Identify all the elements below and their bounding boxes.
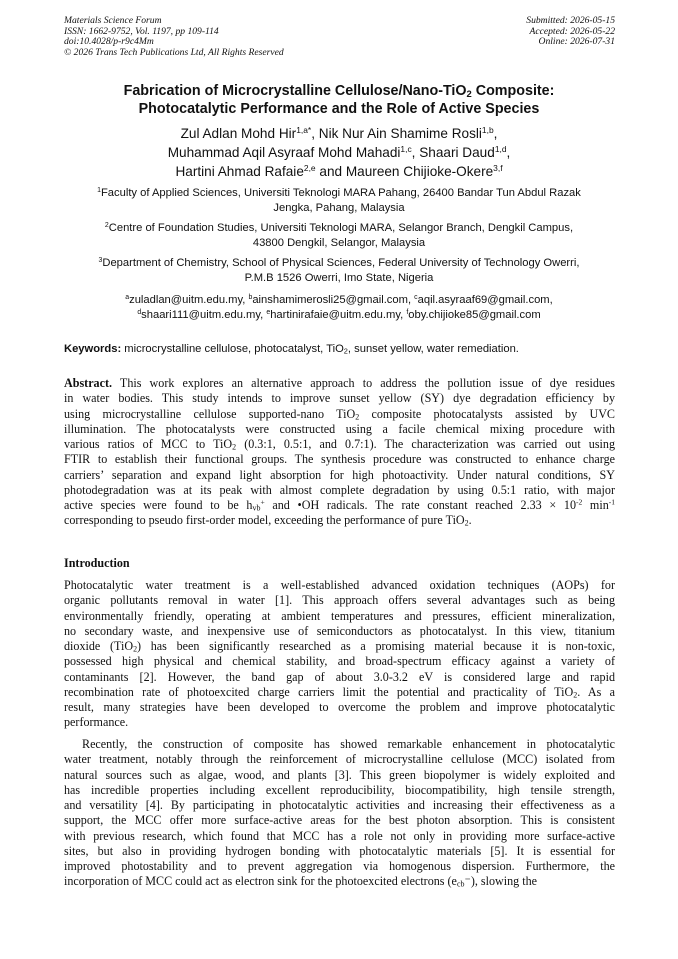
affiliation-3: $^3$Department of Chemistry, School of Physical Sciences, Federal University of Technology Owerri, P.M.B 1526 Owerri, Imo State, Nigeria — [98, 256, 580, 284]
paragraph-line: recombination rate of photoexcited charge carriers limit the potential and practicality of TiO$_2$. As a — [64, 684, 615, 700]
author-list — [40, 124, 638, 181]
paragraph-line: Recently, the construction of composite has showed remarkable enhancement in photocatalytic — [82, 737, 615, 751]
paragraph-line: possessed high physical and chemical stability, and broad-spectrum efficacy against a variety of — [64, 654, 615, 669]
introduction-paragraph-1 — [64, 578, 615, 731]
abstract-line: illumination. The photocatalysts were constructed using a facile chemical mixing procedure with — [64, 421, 615, 436]
online-date: Online: 2026-07-31 — [538, 36, 615, 48]
abstract-line: in water bodies. This study intends to improve sunset yellow (SY) dye degradation efficiency by — [64, 391, 615, 406]
email-link[interactable]: hartinirafaie@uitm.edu.my — [270, 309, 401, 321]
journal-header — [64, 16, 284, 58]
paragraph-line: water treatment, notably through the reinforcement of microcrystalline cellulose (MCC) isolated from — [64, 752, 615, 767]
accepted-date: Accepted: 2026-05-22 — [529, 25, 615, 37]
introduction-heading: Introduction — [64, 556, 130, 570]
paragraph-line: natural sources such as algae, wood, and plants [3]. This green biopolymer is widely exploited and — [64, 767, 615, 782]
abstract-line: carriers’ separation and expand light absorption for high photoactivity. Under natural conditions, SY — [64, 467, 615, 482]
author-line-2: Muhammad Aqil Asyraaf Mohd Mahadi$^{1,c}$, Shaari Daud$^{1,d}$, — [167, 144, 511, 160]
journal-name: Materials Science Forum — [64, 15, 162, 26]
paragraph-line: with previous research, which found that MCC has a role not only in providing more surface-active — [64, 828, 615, 843]
doi-line: doi:10.4028/p-r9c4Mm — [64, 36, 154, 48]
paragraph-line: support, the MCC offer more surface-active areas for the best photon absorption. This is consistent — [64, 813, 615, 828]
paragraph-line: performance. — [64, 715, 129, 730]
email-list: $^a$zuladlan@uitm.edu.my, $^b$ainshamimerosli25@gmail.com, $^c$aqil.asyraaf69@gmail.com, $^d$shaari111@uitm.edu.my, $^e$hartinirafaie@uitm.edu.my, $^f$oby.chijioke85@gmail.com — [125, 293, 553, 321]
abstract-line: FTIR to establish their functional groups. The synthesis procedure was constructed to enhance charge — [64, 452, 615, 467]
paragraph-line: no secondary waste, and inexpensive use of semiconductors as photocatalyst. In this view, titanium — [64, 623, 615, 638]
abstract — [64, 376, 615, 529]
abstract-line: using microcrystalline cellulose supported-nano TiO$_2$ composite photocatalysts assisted by UVC — [64, 406, 615, 422]
dates-header — [526, 16, 615, 48]
email-link[interactable]: aqil.asyraaf69@gmail.com — [417, 294, 550, 306]
submitted-date: Submitted: 2026-05-15 — [526, 15, 615, 26]
paragraph-line: incorporation of MCC could act as electron sink for the photoexcited electrons $(e_{cb}^-)$, slowing the — [64, 874, 538, 889]
abstract-line: Abstract. This work explores an alternative approach to address the pollution issue of dye residues — [64, 376, 615, 390]
author-name: Hartini Ahmad Rafaie — [175, 164, 304, 179]
paragraph-line: organic pollutants removal in water [1]. This approach offers several advantages such as being — [64, 593, 615, 608]
keywords-label: Keywords: — [64, 343, 122, 355]
paragraph-line: has incredible properties including excellent reproducibility, biocompatibility, high tensile strength, — [64, 782, 615, 797]
paragraph-line: dioxide (TiO$_2$) has been significantly researched as a promising material because it is non-toxic, — [64, 639, 615, 654]
title-line-2: Photocatalytic Performance and the Role of Active Species — [138, 101, 540, 117]
paragraph-line: improved photostability and to prevent aggregation via homogenous dispersion. Furthermore, the — [64, 859, 615, 873]
email-link[interactable]: oby.chijioke85@gmail.com — [408, 309, 541, 321]
copyright-line: © 2026 Trans Tech Publications Ltd, All Rights Reserved — [64, 46, 284, 58]
abstract-line: corresponding to pseudo first-order model, exceeding the performance of pure TiO$_2$. — [64, 513, 472, 528]
author-name: Maureen Chijioke-Okere — [345, 164, 494, 179]
affiliation-1: $^1$Faculty of Applied Sciences, Universiti Teknologi MARA Pahang, 26400 Bandar Tun Abdul Razak Jengka, Pahang, Malaysia — [97, 186, 581, 214]
abstract-line: various ratios of MCC to TiO$_2$ (0.3:1, 0.5:1, and 0.7:1). The characterization was carried out using — [64, 437, 615, 452]
paragraph-line: sites, but also in providing hydrogen bonding with photocatalytic materials [5]. It is essential for — [64, 843, 615, 858]
author-name: Zul Adlan Mohd Hir — [180, 126, 297, 141]
author-name: Shaari Daud — [419, 145, 495, 160]
paper-title — [50, 82, 628, 118]
issn-line: ISSN: 1662-9752, Vol. 1197, pp 109-114 — [64, 25, 219, 37]
paragraph-line: result, many strategies have been developed to overcome the problem and improve photocatalytic — [64, 700, 615, 714]
abstract-line: active species were found to be $h_{vb}^+$ and •OH radicals. The rate constant reached $2.33 \times 10^{-2}$ $\min^{-1}$ — [64, 497, 615, 513]
paragraph-line: contaminants [2]. However, the band gap of about 3.0-3.2 eV is considered large and rapid — [64, 669, 615, 684]
author-name: Muhammad Aqil Asyraaf Mohd Mahadi — [167, 145, 401, 160]
author-line-3: Hartini Ahmad Rafaie$^{2,e}$ and Maureen Chijioke-Okere$^{3,f}$ — [175, 163, 503, 179]
email-link[interactable]: zuladlan@uitm.edu.my — [129, 294, 243, 306]
affiliation-2: $^2$Centre of Foundation Studies, Universiti Teknologi MARA, Selangor Branch, Dengkil Campus, 43800 Dengkil, Selangor, Malaysia — [104, 221, 574, 249]
email-link[interactable]: ainshamimerosli25@gmail.com — [252, 294, 408, 306]
introduction-paragraph-2 — [64, 737, 615, 890]
author-line-1: Zul Adlan Mohd Hir$^{1,a*}$, Nik Nur Ain Shamime Rosli$^{1,b}$, — [180, 125, 498, 141]
email-link[interactable]: shaari111@uitm.edu.my — [141, 309, 261, 321]
author-name: Nik Nur Ain Shamime Rosli — [318, 126, 482, 141]
keywords: Keywords: microcrystalline cellulose, photocatalyst, TiO$_2$, sunset yellow, water remediation. — [64, 343, 519, 356]
abstract-label: Abstract. — [64, 376, 113, 390]
paragraph-line: and versatility [4]. By participating in photocatalytic activities and increasing their effectiveness as a — [64, 798, 615, 812]
abstract-line: photodegradation was at its peak with almost complete degradation by using 0.5:1 ratio, with major — [64, 482, 615, 497]
title-line-1: Fabrication of Microcrystalline Cellulose/Nano-TiO$_2$ Composite: — [123, 83, 555, 99]
paragraph-line: Photocatalytic water treatment is a well-established advanced oxidation techniques (AOPs) for — [64, 578, 615, 592]
paragraph-line: environmentally friendly, operating at ambient temperatures and pressures, efficient mineralization, — [64, 608, 615, 623]
